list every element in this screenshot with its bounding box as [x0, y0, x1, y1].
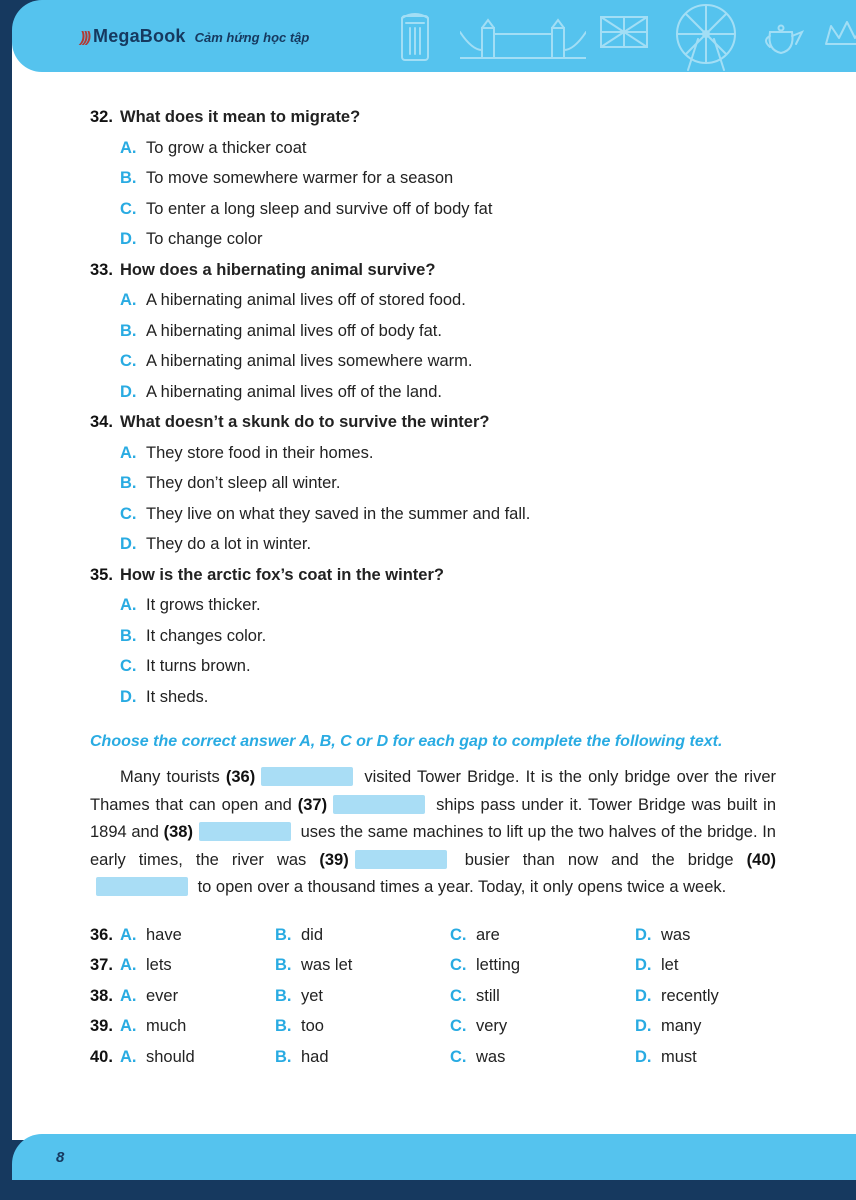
- header-decorations: [342, 0, 856, 72]
- answer-choice[interactable]: [635, 1042, 776, 1073]
- crown-icon: [824, 18, 856, 48]
- question-block: [90, 560, 776, 713]
- left-edge-bar: [0, 0, 12, 1200]
- option-text: They live on what they saved in the summer and fall.: [146, 504, 531, 523]
- option-letter: A.: [120, 986, 137, 1005]
- answer-row: [90, 981, 776, 1012]
- question-text: How does a hibernating animal survive?: [120, 260, 436, 279]
- option-text: They store food in their homes.: [146, 443, 374, 462]
- answer-row: [90, 920, 776, 951]
- option-text: too: [301, 1017, 324, 1035]
- question-block: [90, 102, 776, 255]
- question-text-line: [90, 102, 776, 133]
- answer-option[interactable]: [90, 499, 776, 530]
- option-letter: C.: [450, 956, 467, 974]
- answer-option[interactable]: [90, 621, 776, 652]
- gap-blank-40[interactable]: [96, 877, 188, 896]
- gap-number-label: (38): [163, 823, 193, 841]
- option-letter: D.: [120, 535, 137, 553]
- option-text: yet: [301, 986, 324, 1005]
- logo-marks-icon: ))): [80, 28, 89, 46]
- option-letter: B.: [275, 1047, 292, 1066]
- answer-row-number: 38.: [90, 986, 113, 1005]
- option-letter: B.: [275, 1017, 292, 1035]
- answer-choice[interactable]: [450, 920, 635, 951]
- question-number: 33.: [90, 260, 113, 279]
- option-letter: D.: [120, 382, 137, 401]
- cloze-text: uses the same machines to lift up the two halves of the bridge. In early times, the river was: [90, 823, 776, 869]
- option-letter: B.: [275, 925, 292, 944]
- answer-option[interactable]: [90, 316, 776, 347]
- option-text: To move somewhere warmer for a season: [146, 169, 454, 187]
- cloze-text: Many tourists: [120, 768, 226, 786]
- answer-choice[interactable]: [450, 1011, 635, 1042]
- option-letter: A.: [120, 1017, 137, 1035]
- answer-choice[interactable]: [275, 920, 450, 951]
- answer-option[interactable]: [90, 133, 776, 164]
- option-text: much: [146, 1017, 187, 1035]
- teapot-icon: [760, 20, 806, 58]
- question-text: What doesn’t a skunk do to survive the winter?: [120, 413, 490, 431]
- option-letter: D.: [635, 956, 652, 974]
- option-text: are: [476, 925, 500, 944]
- option-letter: C.: [120, 199, 137, 218]
- option-text: A hibernating animal lives off of body fat.: [146, 321, 442, 340]
- question-text-line: [90, 560, 776, 591]
- option-letter: A.: [120, 443, 137, 462]
- answer-row-number: 37.: [90, 956, 113, 974]
- brand-logo: [12, 26, 309, 47]
- option-letter: A.: [120, 596, 137, 614]
- option-text: still: [476, 986, 500, 1005]
- option-letter: A.: [120, 956, 137, 974]
- question-text: How is the arctic fox’s coat in the winter?: [120, 565, 444, 584]
- cloze-text: to open over a thousand times a year. Today, it only opens twice a week.: [193, 878, 727, 896]
- cloze-text: visited Tower Bridge. It is the only bridge over the river Thames that can open and: [90, 768, 776, 814]
- option-letter: C.: [120, 657, 137, 675]
- answer-choice[interactable]: [450, 981, 635, 1012]
- gap-blank-39[interactable]: [355, 850, 447, 869]
- answer-choice[interactable]: [275, 1011, 450, 1042]
- uk-flag-icon: [600, 16, 648, 48]
- gap-number-label: (36): [225, 768, 256, 786]
- option-text: It turns brown.: [146, 657, 251, 675]
- option-text: should: [146, 1047, 195, 1066]
- answer-option[interactable]: [90, 468, 776, 499]
- brand-tagline: Cảm hứng học tập: [194, 29, 310, 45]
- option-text: was: [661, 925, 691, 944]
- option-letter: D.: [120, 230, 137, 248]
- question-block: [90, 255, 776, 408]
- option-text: lets: [146, 956, 172, 974]
- option-letter: B.: [275, 956, 292, 974]
- option-letter: B.: [120, 626, 137, 645]
- answer-option[interactable]: [90, 529, 776, 560]
- gap-number-label: (37): [297, 795, 328, 814]
- option-letter: D.: [635, 1047, 652, 1066]
- phone-booth-icon: [400, 10, 430, 64]
- option-letter: C.: [450, 1017, 467, 1035]
- answer-choice[interactable]: [450, 1042, 635, 1073]
- cloze-paragraph: [90, 764, 776, 902]
- answer-choice[interactable]: [120, 950, 275, 981]
- answer-option[interactable]: [90, 224, 776, 255]
- option-text: was: [476, 1047, 506, 1066]
- question-number: 32.: [90, 108, 113, 126]
- option-text: They do a lot in winter.: [146, 535, 312, 553]
- option-text: many: [661, 1017, 702, 1035]
- london-eye-icon: [664, 2, 748, 72]
- option-letter: D.: [635, 925, 652, 944]
- option-letter: C.: [450, 925, 467, 944]
- answer-choice[interactable]: [120, 1042, 275, 1073]
- option-letter: B.: [275, 986, 292, 1005]
- answer-row-number: 39.: [90, 1017, 113, 1035]
- page-number: 8: [56, 1148, 65, 1166]
- option-text: It sheds.: [146, 687, 209, 706]
- answer-row-number: 40.: [90, 1047, 113, 1066]
- question-text: What does it mean to migrate?: [120, 108, 361, 126]
- option-text: To grow a thicker coat: [146, 138, 307, 157]
- option-text: A hibernating animal lives off of the land.: [146, 382, 442, 401]
- cloze-answer-grid: [90, 920, 776, 1073]
- option-letter: B.: [120, 474, 137, 492]
- option-text: was let: [301, 956, 353, 974]
- question-number: 35.: [90, 565, 113, 584]
- option-letter: C.: [120, 504, 137, 523]
- brand-name: MegaBook: [93, 25, 186, 46]
- answer-option[interactable]: [90, 163, 776, 194]
- answer-option[interactable]: [90, 682, 776, 713]
- option-letter: D.: [635, 1017, 652, 1035]
- option-text: very: [476, 1017, 508, 1035]
- option-text: letting: [476, 956, 521, 974]
- option-letter: C.: [450, 1047, 467, 1066]
- answer-choice[interactable]: [635, 920, 776, 951]
- answer-choice[interactable]: [120, 1011, 275, 1042]
- option-letter: B.: [120, 321, 137, 340]
- cloze-text: ships pass under it. Tower Bridge was built in 1894 and: [90, 795, 777, 841]
- section-instruction: Choose the correct answer A, B, C or D for each gap to complete the following text.: [90, 733, 723, 750]
- gap-blank-36[interactable]: [261, 767, 353, 786]
- gap-number-label: (39): [319, 850, 349, 869]
- answer-option[interactable]: [90, 346, 776, 377]
- answer-row: [90, 950, 776, 981]
- option-text: To enter a long sleep and survive off of body fat: [146, 199, 493, 218]
- option-letter: A.: [120, 1047, 137, 1066]
- option-letter: C.: [450, 986, 467, 1005]
- multiple-choice-questions: [90, 102, 776, 712]
- answer-choice[interactable]: [275, 1042, 450, 1073]
- option-letter: D.: [635, 986, 652, 1005]
- tower-bridge-icon: [460, 16, 586, 64]
- answer-option[interactable]: [90, 194, 776, 225]
- answer-row: [90, 1042, 776, 1073]
- answer-option[interactable]: [90, 377, 776, 408]
- option-text: It grows thicker.: [146, 596, 261, 614]
- option-text: must: [661, 1047, 697, 1066]
- answer-choice[interactable]: [275, 981, 450, 1012]
- answer-option[interactable]: [90, 651, 776, 682]
- option-text: recently: [661, 986, 719, 1005]
- answer-choice[interactable]: [450, 950, 635, 981]
- answer-choice[interactable]: [635, 981, 776, 1012]
- answer-row-number: 36.: [90, 925, 113, 944]
- option-text: have: [146, 925, 182, 944]
- option-letter: D.: [120, 687, 137, 706]
- question-text-line: [90, 407, 776, 438]
- header-band: [12, 0, 856, 72]
- option-text: They don’t sleep all winter.: [146, 474, 341, 492]
- option-text: A hibernating animal lives somewhere warm.: [146, 352, 473, 370]
- page-content: [12, 72, 856, 1134]
- option-text: let: [661, 956, 679, 974]
- answer-option[interactable]: [90, 590, 776, 621]
- option-text: ever: [146, 986, 179, 1005]
- option-text: had: [301, 1047, 329, 1066]
- option-letter: C.: [120, 352, 137, 370]
- option-text: A hibernating animal lives off of stored food.: [146, 291, 466, 309]
- option-letter: A.: [120, 138, 137, 157]
- answer-option[interactable]: [90, 285, 776, 316]
- option-text: To change color: [146, 230, 263, 248]
- answer-choice[interactable]: [275, 950, 450, 981]
- footer-band: [12, 1134, 856, 1180]
- answer-row: [90, 1011, 776, 1042]
- answer-choice[interactable]: [120, 920, 275, 951]
- answer-option[interactable]: [90, 438, 776, 469]
- option-text: did: [301, 925, 324, 944]
- question-block: [90, 407, 776, 560]
- gap-blank-37[interactable]: [333, 795, 425, 814]
- option-letter: A.: [120, 925, 137, 944]
- gap-blank-38[interactable]: [199, 822, 291, 841]
- option-letter: B.: [120, 169, 137, 187]
- gap-number-label: (40): [746, 850, 776, 869]
- question-text-line: [90, 255, 776, 286]
- option-letter: A.: [120, 291, 137, 309]
- answer-choice[interactable]: [635, 950, 776, 981]
- bottom-edge-bar: [0, 1180, 856, 1200]
- answer-choice[interactable]: [120, 981, 275, 1012]
- question-number: 34.: [90, 413, 113, 431]
- option-text: It changes color.: [146, 626, 267, 645]
- answer-choice[interactable]: [635, 1011, 776, 1042]
- cloze-text: busier than now and the bridge: [451, 850, 747, 869]
